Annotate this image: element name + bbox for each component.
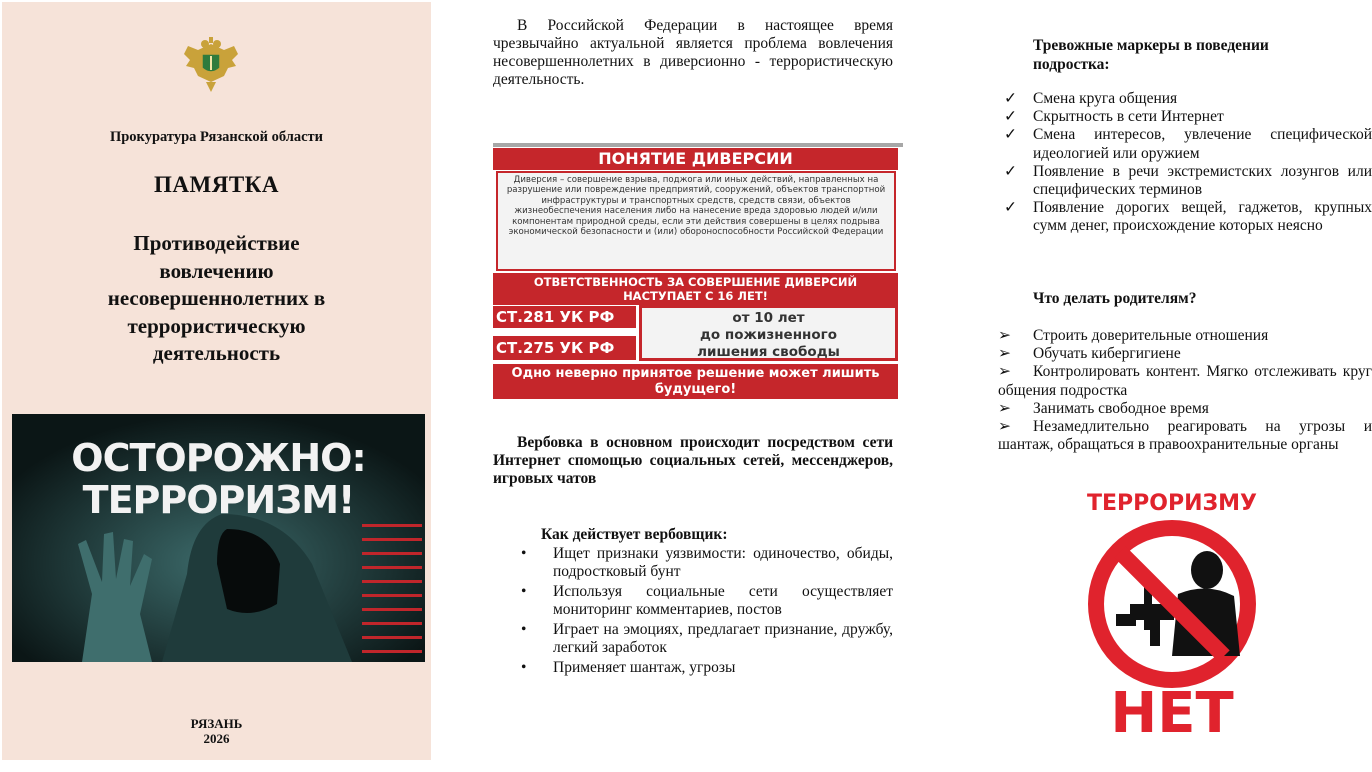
list-item: • Применяет шантаж, угрозы [521, 658, 736, 676]
arrow-bullet-icon: ➢ [998, 327, 1011, 344]
list-item: ➢ Строить доверительные отношения [998, 327, 1269, 344]
list-item: ✓ Смена круга общения [1004, 90, 1178, 107]
parents-list [998, 327, 1372, 454]
recruiter-heading: Как действует вербовщик: [541, 526, 728, 543]
arrow-bullet-icon: ➢ [998, 363, 1011, 381]
markers-list [1004, 90, 1372, 236]
list-item: • Играет на эмоциях, предлагает признание, дружбу, легкий заработок [521, 620, 893, 657]
poster-responsibility: ОТВЕТСТВЕННОСТЬ ЗА СОВЕРШЕНИЕ ДИВЕРСИЙ НАСТУПАЕТ С 16 ЛЕТ! [493, 273, 898, 305]
poster-article-281: СТ.281 УК РФ [493, 306, 636, 328]
check-mark-icon: ✓ [1004, 126, 1017, 144]
bullet-dot-icon: • [521, 620, 527, 638]
warning-terrorism-image [12, 414, 425, 662]
list-item: ➢ Обучать кибергигиене [998, 345, 1181, 363]
recruiter-list [521, 545, 893, 678]
poster-bottom-warning: Одно неверно принятое решение может лишить будущего! [493, 364, 898, 399]
list-item: • Используя социальные сети осуществляет мониторинг комментариев, постов [521, 582, 893, 619]
year: 2026 [203, 731, 230, 746]
poster-article-275: СТ.275 УК РФ [493, 336, 636, 360]
intro-paragraph: В Российской Федерации в настоящее время чрезвычайно актуальной является проблема вовлечения несовершеннолетних в диверсионно - террористическую деятельность. [493, 17, 893, 88]
sign-bottom-label: НЕТ [1110, 681, 1234, 736]
list-item: ✓ Появление в речи экстремистских лозунгов или специфических терминов [1004, 162, 1372, 199]
check-mark-icon: ✓ [1004, 162, 1017, 180]
arrow-bullet-icon: ➢ [998, 345, 1011, 363]
cover-panel [2, 2, 431, 760]
arrow-bullet-icon: ➢ [998, 418, 1011, 436]
prosecutor-emblem-icon [178, 36, 244, 96]
sabotage-poster [493, 143, 903, 399]
poster-definition: Диверсия – совершение взрыва, поджога или иных действий, направленных на разрушение или повреждение предприятий, сооружений, объектов транспортной инфраструктуры и транспортных средств, средств связи, объектов жизнеобеспечения населения либо на нанесение вреда здоровью людей и/или компонентам природной среды, если эти действия совершены в целях подрыва экономической безопасности и (или) обороноспособности Российской Федерации [496, 171, 896, 271]
markers-heading-line2: подростка: [1033, 56, 1110, 73]
no-terrorism-sign [1060, 486, 1285, 736]
poster-divider [493, 328, 636, 336]
poster-penalty-term: от 10 лет до пожизненного лишения свободы [639, 305, 898, 361]
warning-line-1: ОСТОРОЖНО: [71, 436, 366, 480]
check-mark-icon: ✓ [1004, 90, 1017, 107]
list-item: ✓ Появление дорогих вещей, гаджетов, крупных сумм денег, происхождение которых неясно [1004, 199, 1372, 235]
bullet-dot-icon: • [521, 582, 527, 600]
recruitment-paragraph: Вербовка в основном происходит посредством сети Интернет спомощью социальных сетей, мессенджеров, игровых чатов [493, 434, 893, 487]
markers-heading [1033, 36, 1372, 74]
list-item: ➢ Занимать свободное время [998, 399, 1209, 417]
arrow-bullet-icon: ➢ [998, 399, 1011, 417]
poster-title: ПОНЯТИЕ ДИВЕРСИИ [493, 148, 898, 170]
list-item: ➢ Контролировать контент. Мягко отслеживать круг общения подростка [998, 363, 1372, 399]
bullet-dot-icon: • [521, 658, 527, 676]
memo-heading: ПАМЯТКА [154, 172, 279, 197]
warning-line-2: ТЕРРОРИЗМ! [82, 478, 355, 522]
check-mark-icon: ✓ [1004, 199, 1017, 217]
list-item: ✓ Смена интересов, увлечение специфической идеологией или оружием [1004, 126, 1372, 162]
markers-heading-line1: Тревожные маркеры в поведении [1033, 37, 1269, 54]
sign-top-label: ТЕРРОРИЗМУ [1086, 491, 1258, 516]
city-year [2, 716, 431, 746]
parents-heading: Что делать родителям? [1033, 290, 1197, 307]
list-item: ✓ Скрытность в сети Интернет [1004, 108, 1224, 126]
bullet-dot-icon: • [521, 545, 527, 562]
check-mark-icon: ✓ [1004, 108, 1017, 126]
organization-name: Прокуратура Рязанской области [109, 129, 324, 145]
memo-subtitle: Противодействие вовлечению несовершеннолетних в террористическую деятельность [107, 231, 326, 365]
list-item: • Ищет признаки уязвимости: одиночество, обиды, подростковый бунт [521, 545, 893, 581]
list-item: ➢ Незамедлительно реагировать на угрозы и шантаж, обращаться в правоохранительные органы [998, 418, 1372, 454]
city-name: РЯЗАНЬ [190, 716, 243, 731]
poster-top-rule [493, 143, 903, 147]
